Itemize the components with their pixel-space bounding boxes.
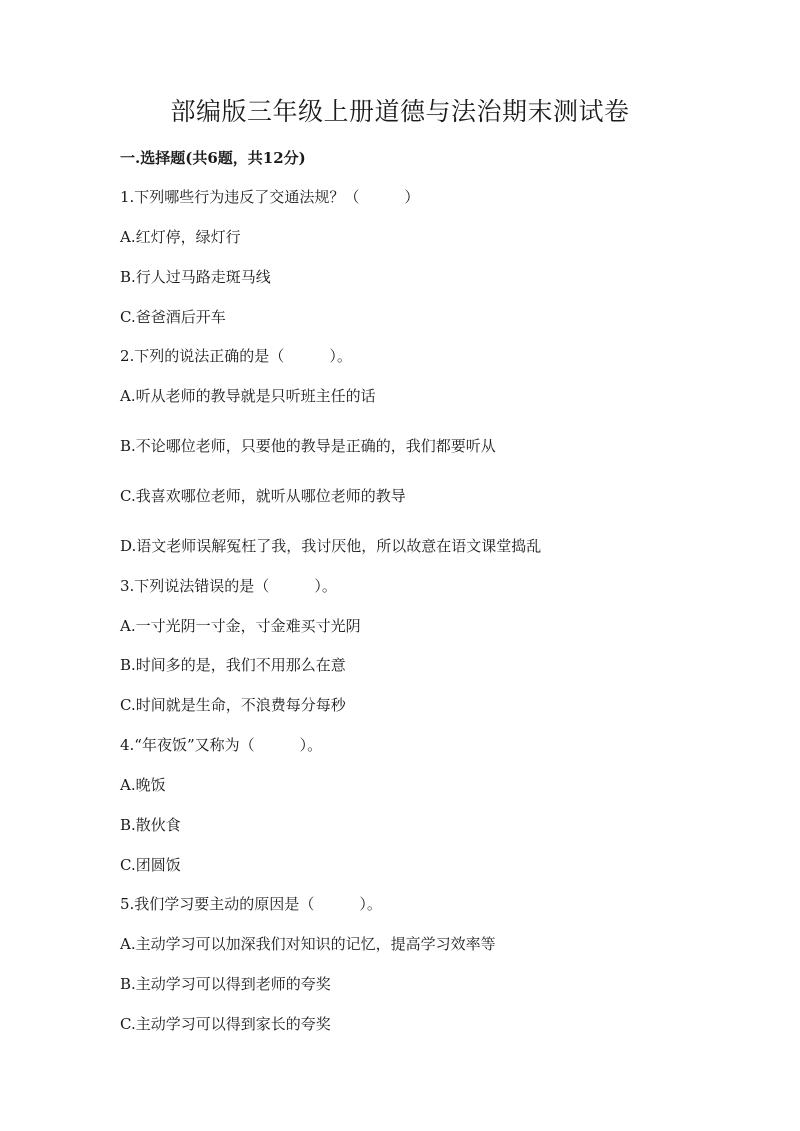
question-4-option-a: A.晚饭 bbox=[120, 776, 166, 794]
question-4-option-c: C.团圆饭 bbox=[120, 856, 181, 874]
question-3-option-c: C.时间就是生命，不浪费每分每秒 bbox=[120, 696, 346, 714]
question-1-option-b: B.行人过马路走斑马线 bbox=[120, 268, 271, 286]
question-5-option-c: C.主动学习可以得到家长的夸奖 bbox=[120, 1015, 331, 1033]
question-5-option-a: A.主动学习可以加深我们对知识的记忆，提高学习效率等 bbox=[120, 935, 496, 953]
question-1-option-c: C.爸爸酒后开车 bbox=[120, 308, 226, 326]
question-2-option-d: D.语文老师误解冤枉了我，我讨厌他，所以故意在语文课堂捣乱 bbox=[120, 537, 542, 555]
question-1-option-a: A.红灯停，绿灯行 bbox=[120, 228, 241, 246]
question-stem-3: 3.下列说法错误的是（ ）。 bbox=[120, 577, 337, 595]
question-5-option-b: B.主动学习可以得到老师的夸奖 bbox=[120, 975, 331, 993]
question-4-option-b: B.散伙食 bbox=[120, 816, 181, 834]
question-3-option-b: B.时间多的是，我们不用那么在意 bbox=[120, 656, 346, 674]
section-header: 一.选择题(共6题，共12分) bbox=[120, 149, 306, 167]
question-stem-5: 5.我们学习要主动的原因是（ ）。 bbox=[120, 895, 382, 913]
question-2-option-b: B.不论哪位老师，只要他的教导是正确的，我们都要听从 bbox=[120, 437, 496, 455]
page-title: 部编版三年级上册道德与法治期末测试卷 bbox=[170, 97, 630, 126]
question-2-option-a: A.听从老师的教导就是只听班主任的话 bbox=[120, 387, 376, 405]
question-stem-4: 4.“年夜饭”又称为（ ）。 bbox=[120, 736, 323, 754]
question-stem-1: 1.下列哪些行为违反了交通法规？（ ） bbox=[120, 188, 420, 206]
question-3-option-a: A.一寸光阴一寸金，寸金难买寸光阴 bbox=[120, 617, 361, 635]
question-2-option-c: C.我喜欢哪位老师，就听从哪位老师的教导 bbox=[120, 487, 406, 505]
question-stem-2: 2.下列的说法正确的是（ ）。 bbox=[120, 347, 352, 365]
